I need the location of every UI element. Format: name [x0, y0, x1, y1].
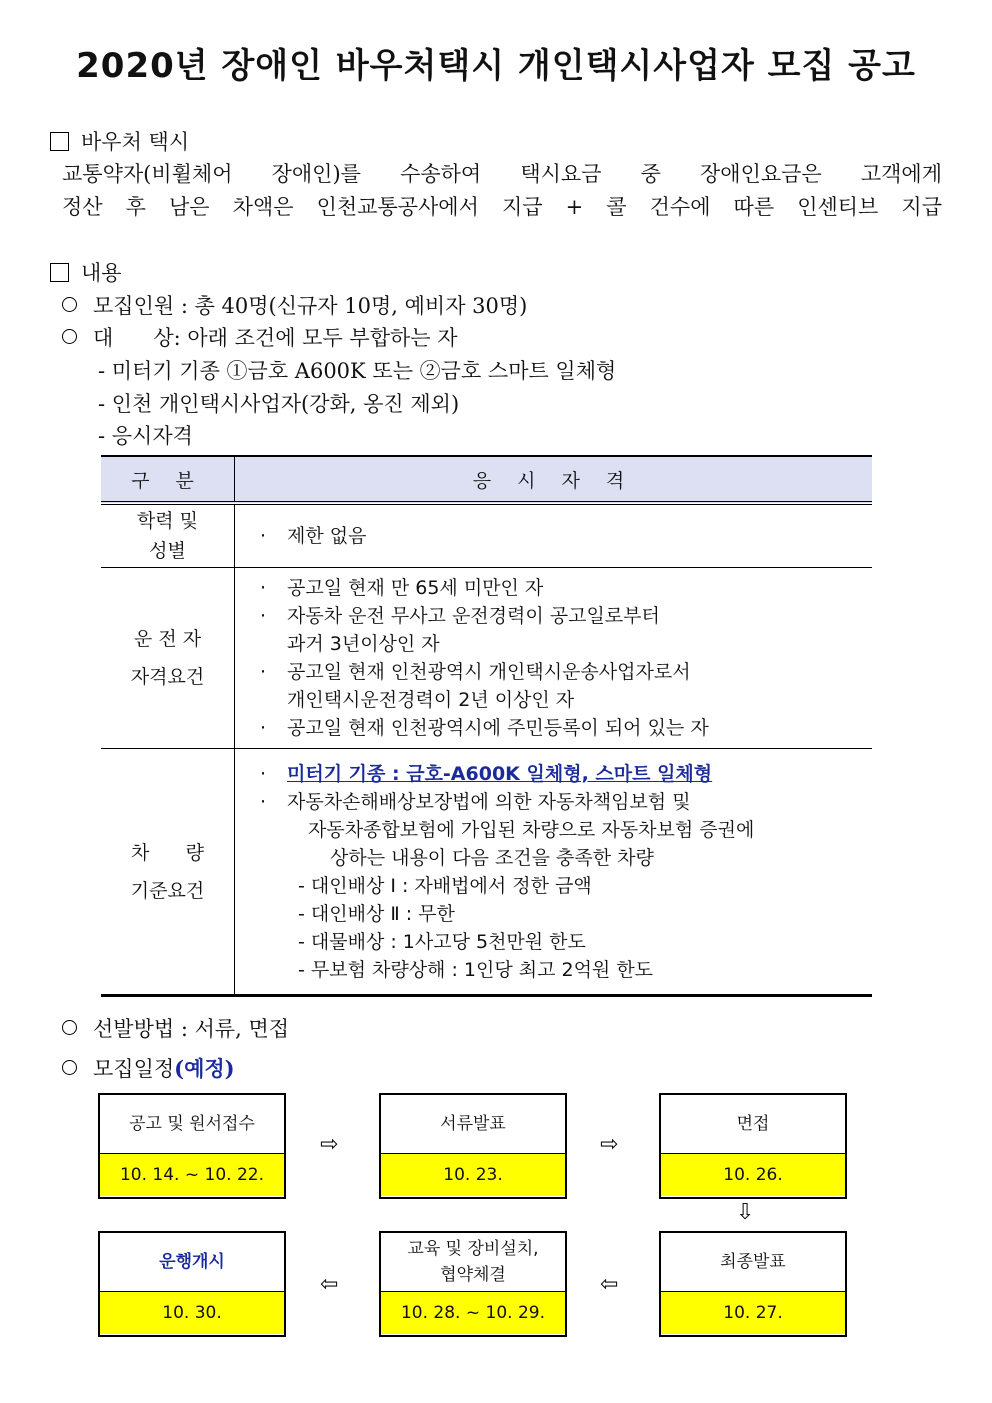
list-item: [260, 872, 872, 900]
circle-bullet-icon: [62, 297, 77, 312]
category-line: 운 전 자: [133, 628, 202, 650]
square-bullet-icon: [50, 132, 69, 151]
list-item: · 자동차손해배상보장법에 의한 자동차책임보험 및: [260, 790, 691, 813]
category-line: 자격요건: [130, 666, 205, 688]
step-date: 10. 30.: [100, 1292, 284, 1334]
category-line: 학력 및: [136, 510, 199, 532]
category-line: 차 량: [131, 841, 204, 864]
step-box-final-result: [659, 1231, 847, 1337]
item-text: - 무보험 차량상해 : 1인당 최고 2억원 한도: [298, 958, 654, 981]
square-bullet-icon: [50, 263, 69, 282]
step-date: 10. 27.: [661, 1292, 845, 1334]
sub-qualification: - 응시자격: [98, 424, 193, 448]
circle-bullet-icon: [62, 1060, 77, 1075]
list-item-continued: [260, 844, 872, 872]
selection-line: [62, 1013, 289, 1043]
section-voucher-taxi: [50, 126, 189, 156]
circle-bullet-icon: [62, 329, 77, 344]
schedule-label: 모집일정: [93, 1057, 175, 1081]
table-row: [101, 568, 872, 749]
row-items: [235, 568, 873, 749]
step-box-document-result: [379, 1093, 567, 1199]
category-line: 기준요건: [130, 879, 205, 902]
sub-incheon-driver: - 인천 개인택시사업자(강화, 옹진 제외): [98, 392, 460, 416]
section-heading: 바우처 택시: [81, 130, 190, 154]
target-line: [62, 322, 458, 352]
item-text: 자동차손해배상보장법에 의한 자동차책임보험 및: [287, 790, 691, 813]
list-item: [260, 900, 872, 928]
step-box-training-agreement: [379, 1231, 567, 1337]
list-item-continued: [260, 686, 872, 714]
description-line-1: 교통약자(비휠체어 장애인)를 수송하여 택시요금 중 장애인요금은 고객에게: [62, 162, 942, 186]
row-category: [101, 749, 235, 996]
item-text: - 대인배상 Ⅰ : 자배법에서 정한 금액: [298, 874, 592, 897]
step-box-operation-start: [98, 1231, 286, 1337]
list-item: · 자동차 운전 무사고 운전경력이 공고일로부터: [260, 605, 660, 627]
step-label: 면접: [661, 1095, 845, 1154]
arrow-down-icon: ⇩: [736, 1200, 755, 1225]
step-label: 최종발표: [661, 1233, 845, 1292]
target-text: : 아래 조건에 모두 부합하는 자: [173, 326, 458, 350]
step-label: 공고 및 원서접수: [100, 1095, 284, 1154]
step-label: [381, 1233, 565, 1292]
item-text: 자동차종합보험에 가입된 차량으로 자동차보험 증권에: [308, 818, 755, 841]
list-item: · 공고일 현재 인천광역시에 주민등록이 되어 있는 자: [260, 717, 709, 739]
list-item-continued: [260, 816, 872, 844]
row-category: [101, 503, 235, 568]
step-label: 서류발표: [381, 1095, 565, 1154]
step-label: 운행개시: [100, 1233, 284, 1292]
list-item: · 공고일 현재 인천광역시 개인택시운송사업자로서: [260, 661, 691, 683]
circle-bullet-icon: [62, 1020, 77, 1035]
schedule-line: [62, 1053, 235, 1083]
schedule-note: (예정): [174, 1056, 235, 1081]
item-text: - 대물배상 : 1사고당 5천만원 한도: [298, 930, 586, 953]
qualification-table: [101, 455, 872, 997]
description-line-2: 정산 후 남은 차액은 인천교통공사에서 지급 + 콜 건수에 따른 인센티브 지급: [62, 195, 942, 219]
item-text: 개인택시운전경력이 2년 이상인 자: [287, 689, 575, 711]
table-header-category: 구 분: [101, 456, 235, 503]
item-text: 공고일 현재 만 65세 미만인 자: [287, 577, 544, 599]
item-text: 공고일 현재 인천광역시 개인택시운송사업자로서: [287, 661, 691, 683]
list-item: [260, 928, 872, 956]
row-category: [101, 568, 235, 749]
step-date: 10. 23.: [381, 1154, 565, 1196]
step-date: 10. 14. ~ 10. 22.: [100, 1154, 284, 1196]
table-header-qualification: 응 시 자 격: [235, 456, 873, 503]
meter-model-highlight: 미터기 기종 : 금호-A600K 일체형, 스마트 일체형: [287, 762, 713, 785]
arrow-right-icon: ⇨: [600, 1132, 619, 1157]
category-line: 성별: [149, 540, 186, 562]
item-text: 자동차 운전 무사고 운전경력이 공고일로부터: [287, 605, 660, 627]
recruit-line: [62, 290, 527, 320]
table-row: [101, 503, 872, 568]
arrow-right-icon: ⇨: [320, 1132, 339, 1157]
list-item: [260, 956, 872, 984]
section-content: [50, 257, 122, 287]
step-date: 10. 26.: [661, 1154, 845, 1196]
page-title: 2020년 장애인 바우처택시 개인택시사업자 모집 공고: [76, 46, 916, 86]
item-text: - 대인배상 Ⅱ : 무한: [298, 902, 455, 925]
arrow-left-icon: ⇦: [320, 1272, 339, 1297]
item-text: 과거 3년이상인 자: [287, 633, 440, 655]
list-item: · 공고일 현재 만 65세 미만인 자: [260, 577, 544, 599]
arrow-left-icon: ⇦: [600, 1272, 619, 1297]
step-label-line: 협약체결: [440, 1265, 506, 1285]
target-label: 대 상: [93, 326, 174, 350]
step-box-application: [98, 1093, 286, 1199]
selection-text: 선발방법 : 서류, 면접: [93, 1017, 290, 1041]
item-text: 상하는 내용이 다음 조건을 충족한 차량: [330, 846, 654, 869]
table-row: [101, 749, 872, 996]
recruit-text: 모집인원 : 총 40명(신규자 10명, 예비자 30명): [93, 294, 528, 318]
step-date: 10. 28. ~ 10. 29.: [381, 1292, 565, 1334]
item-text: 제한 없음: [287, 525, 367, 547]
list-item: · 제한 없음: [260, 525, 367, 547]
row-items: [235, 503, 873, 568]
section-heading: 내용: [81, 261, 122, 285]
row-items: [235, 749, 873, 996]
step-label-line: 교육 및 장비설치,: [407, 1239, 539, 1259]
list-item-continued: [260, 630, 872, 658]
list-item: · 미터기 기종 : 금호-A600K 일체형, 스마트 일체형: [260, 762, 713, 785]
sub-meter-model: - 미터기 기종 ①금호 A600K 또는 ②금호 스마트 일체형: [98, 359, 617, 383]
step-box-interview: [659, 1093, 847, 1199]
item-text: 공고일 현재 인천광역시에 주민등록이 되어 있는 자: [287, 717, 709, 739]
